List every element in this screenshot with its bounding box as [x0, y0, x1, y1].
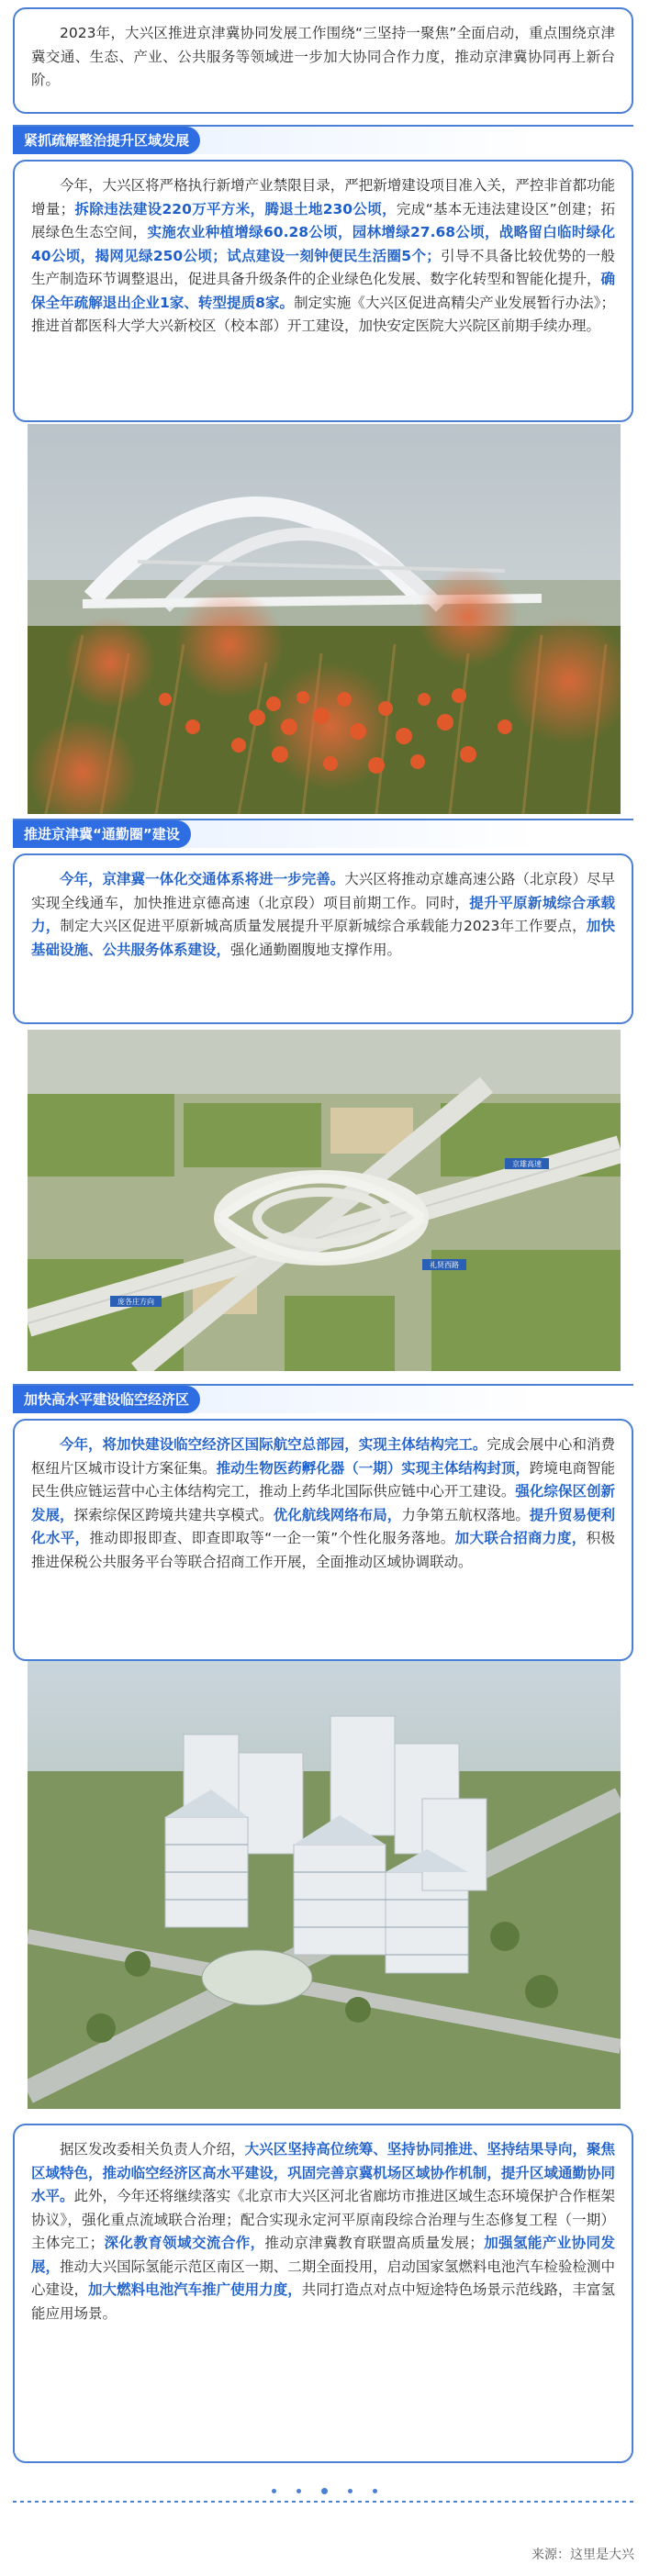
highlight-text: 推动生物医药孵化器（一期）实现主体结构封顶，	[216, 1459, 530, 1477]
body-text: 完成“基本无违法建设区”创建；拓展绿色生态空间，	[31, 200, 615, 240]
body-text: 推动大兴国际氢能示范区南区一期、二期全面投用，启动国家氢燃料电池汽车检验检测中心建设，	[31, 2258, 615, 2298]
road-sign-2: 礼贤西路	[430, 1261, 459, 1269]
highlight-text: 强化综保区创新发展，	[31, 1483, 615, 1523]
body-text: 制定实施《大兴区促进高精尖产业发展暂行办法》；推进首都医科大学大兴新校区（校本部）开工建设，加快安定医院大兴院区前期手续办理。	[31, 294, 615, 334]
aviation-hq-rendering	[28, 1661, 621, 2109]
highlight-text: 加强氢能产业协同发展，	[31, 2235, 615, 2275]
intro-box	[13, 7, 633, 114]
highlight-text: 加大联合招商力度，	[454, 1530, 587, 1546]
highlight-text: 今年，京津冀一体化交通体系将进一步完善。	[60, 871, 345, 887]
section-title-1: 紧抓疏解整治提升区域发展	[13, 127, 200, 154]
highlight-text: 优化航线网络布局，	[273, 1506, 402, 1523]
section-3-box	[13, 1419, 633, 1661]
highlight-text: 加大燃料电池汽车推广使用力度，	[88, 2281, 302, 2298]
highlight-text: 大兴区坚持高位统筹、坚持协同推进、坚持结果导向，聚焦区域特色，推动临空经济区高水平建设，巩固完善京冀机场区域协作机制，提升区域通勤协同水平。	[31, 2141, 615, 2204]
body-text: 引导不具备比较优势的一般生产制造环节调整退出，促进具备升级条件的企业绿色化发展、数字化转型和智能化提升，	[31, 247, 615, 287]
section-header-3	[13, 1384, 633, 1413]
section-2-paragraph	[31, 868, 615, 962]
highlight-text: 深化教育领域交流合作，	[104, 2235, 265, 2251]
body-text: 完成会展中心和消费枢纽片区城市设计方案征集。	[31, 1436, 615, 1477]
intro-paragraph: 2023年，大兴区推进京津冀协同发展工作围绕“三坚持一聚焦”全面启动，重点围绕京津冀交通、生态、产业、公共服务等领域进一步加大协同合作力度，推动京津冀协同再上新台阶。	[31, 25, 615, 88]
body-text: 探索综保区跨境共建共享模式。	[73, 1506, 274, 1523]
body-text: 制定大兴区促进平原新城高质量发展提升平原新城综合承载能力2023年工作要点，	[60, 918, 587, 934]
section-title-3: 加快高水平建设临空经济区	[13, 1386, 200, 1413]
closing-box	[13, 2124, 633, 2463]
highlight-text: 加快基础设施、公共服务体系建设，	[31, 918, 615, 958]
highlight-text: 确保全年疏解退出企业1家、转型提质8家。	[31, 271, 615, 311]
footer-dashed-line	[13, 2501, 633, 2503]
highlight-text: 实施农业种植增绿60.28公顷，园林增绿27.68公顷，战略留白临时绿化40公顷，揭网见绿250公顷；试点建设一刻钟便民生活圈5个；	[31, 224, 615, 264]
section-2-box	[13, 853, 633, 1024]
body-text: 力争第五航权落地。	[401, 1506, 530, 1523]
highlight-text: 提升平原新城综合承载力，	[31, 894, 615, 934]
highlight-text: 提升贸易便利化水平，	[31, 1506, 615, 1546]
body-text: 推动京津冀教育联盟高质量发展；	[264, 2235, 484, 2251]
section-header-2	[13, 819, 633, 848]
section-title-2: 推进京津冀“通勤圈”建设	[13, 820, 191, 848]
body-text: 此外，今年还将继续落实《北京市大兴区河北省廊坊市推进区域生态环境保护合作框架协议》，强化重点流域联合治理；配合实现永定河平原南段综合治理与生态修复工程（一期）主体完工；	[31, 2188, 615, 2251]
interchange-photo	[28, 1030, 621, 1371]
section-1-paragraph	[31, 174, 615, 339]
road-sign-1: 京雄高速	[512, 1160, 542, 1168]
body-text: 推动即报即查、即查即取等“一企一策”个性化服务落地。	[89, 1530, 455, 1546]
body-text: 大兴区将推动京雄高速公路（北京段）尽早实现全线通车，加快推进京德高速（北京段）项目前期工作。同时，	[31, 871, 615, 911]
section-1-box	[13, 160, 633, 422]
source-credit: 来源：这里是大兴	[532, 2548, 634, 2562]
body-text: 跨境电商智能民生供应链运营中心主体结构完工，推动上药华北国际供应链中心开工建设。	[31, 1459, 615, 1500]
bridge-photo	[28, 424, 621, 814]
body-text: 据区发改委相关负责人介绍，	[60, 2141, 245, 2158]
divider-dots	[0, 2481, 649, 2491]
highlight-text: 拆除违法建设220万平方米，腾退土地230公顷，	[74, 200, 397, 217]
body-text: 强化通勤圈腹地支撑作用。	[230, 941, 402, 958]
section-3-paragraph	[31, 1433, 615, 1574]
body-text: 共同打造点对点中短途特色场景示范线路，丰富氢能应用场景。	[31, 2281, 615, 2322]
section-header-1	[13, 125, 633, 154]
body-text: 积极推进保税公共服务平台等联合招商工作开展，全面推动区域协调联动。	[31, 1530, 615, 1570]
road-sign-3: 庞各庄方向	[117, 1298, 154, 1306]
closing-paragraph	[31, 2138, 615, 2325]
body-text: 今年，大兴区将严格执行新增产业禁限目录，严把新增建设项目准入关，严控非首都功能增量；	[31, 177, 615, 217]
highlight-text: 今年，将加快建设临空经济区国际航空总部园，实现主体结构完工。	[60, 1436, 487, 1453]
